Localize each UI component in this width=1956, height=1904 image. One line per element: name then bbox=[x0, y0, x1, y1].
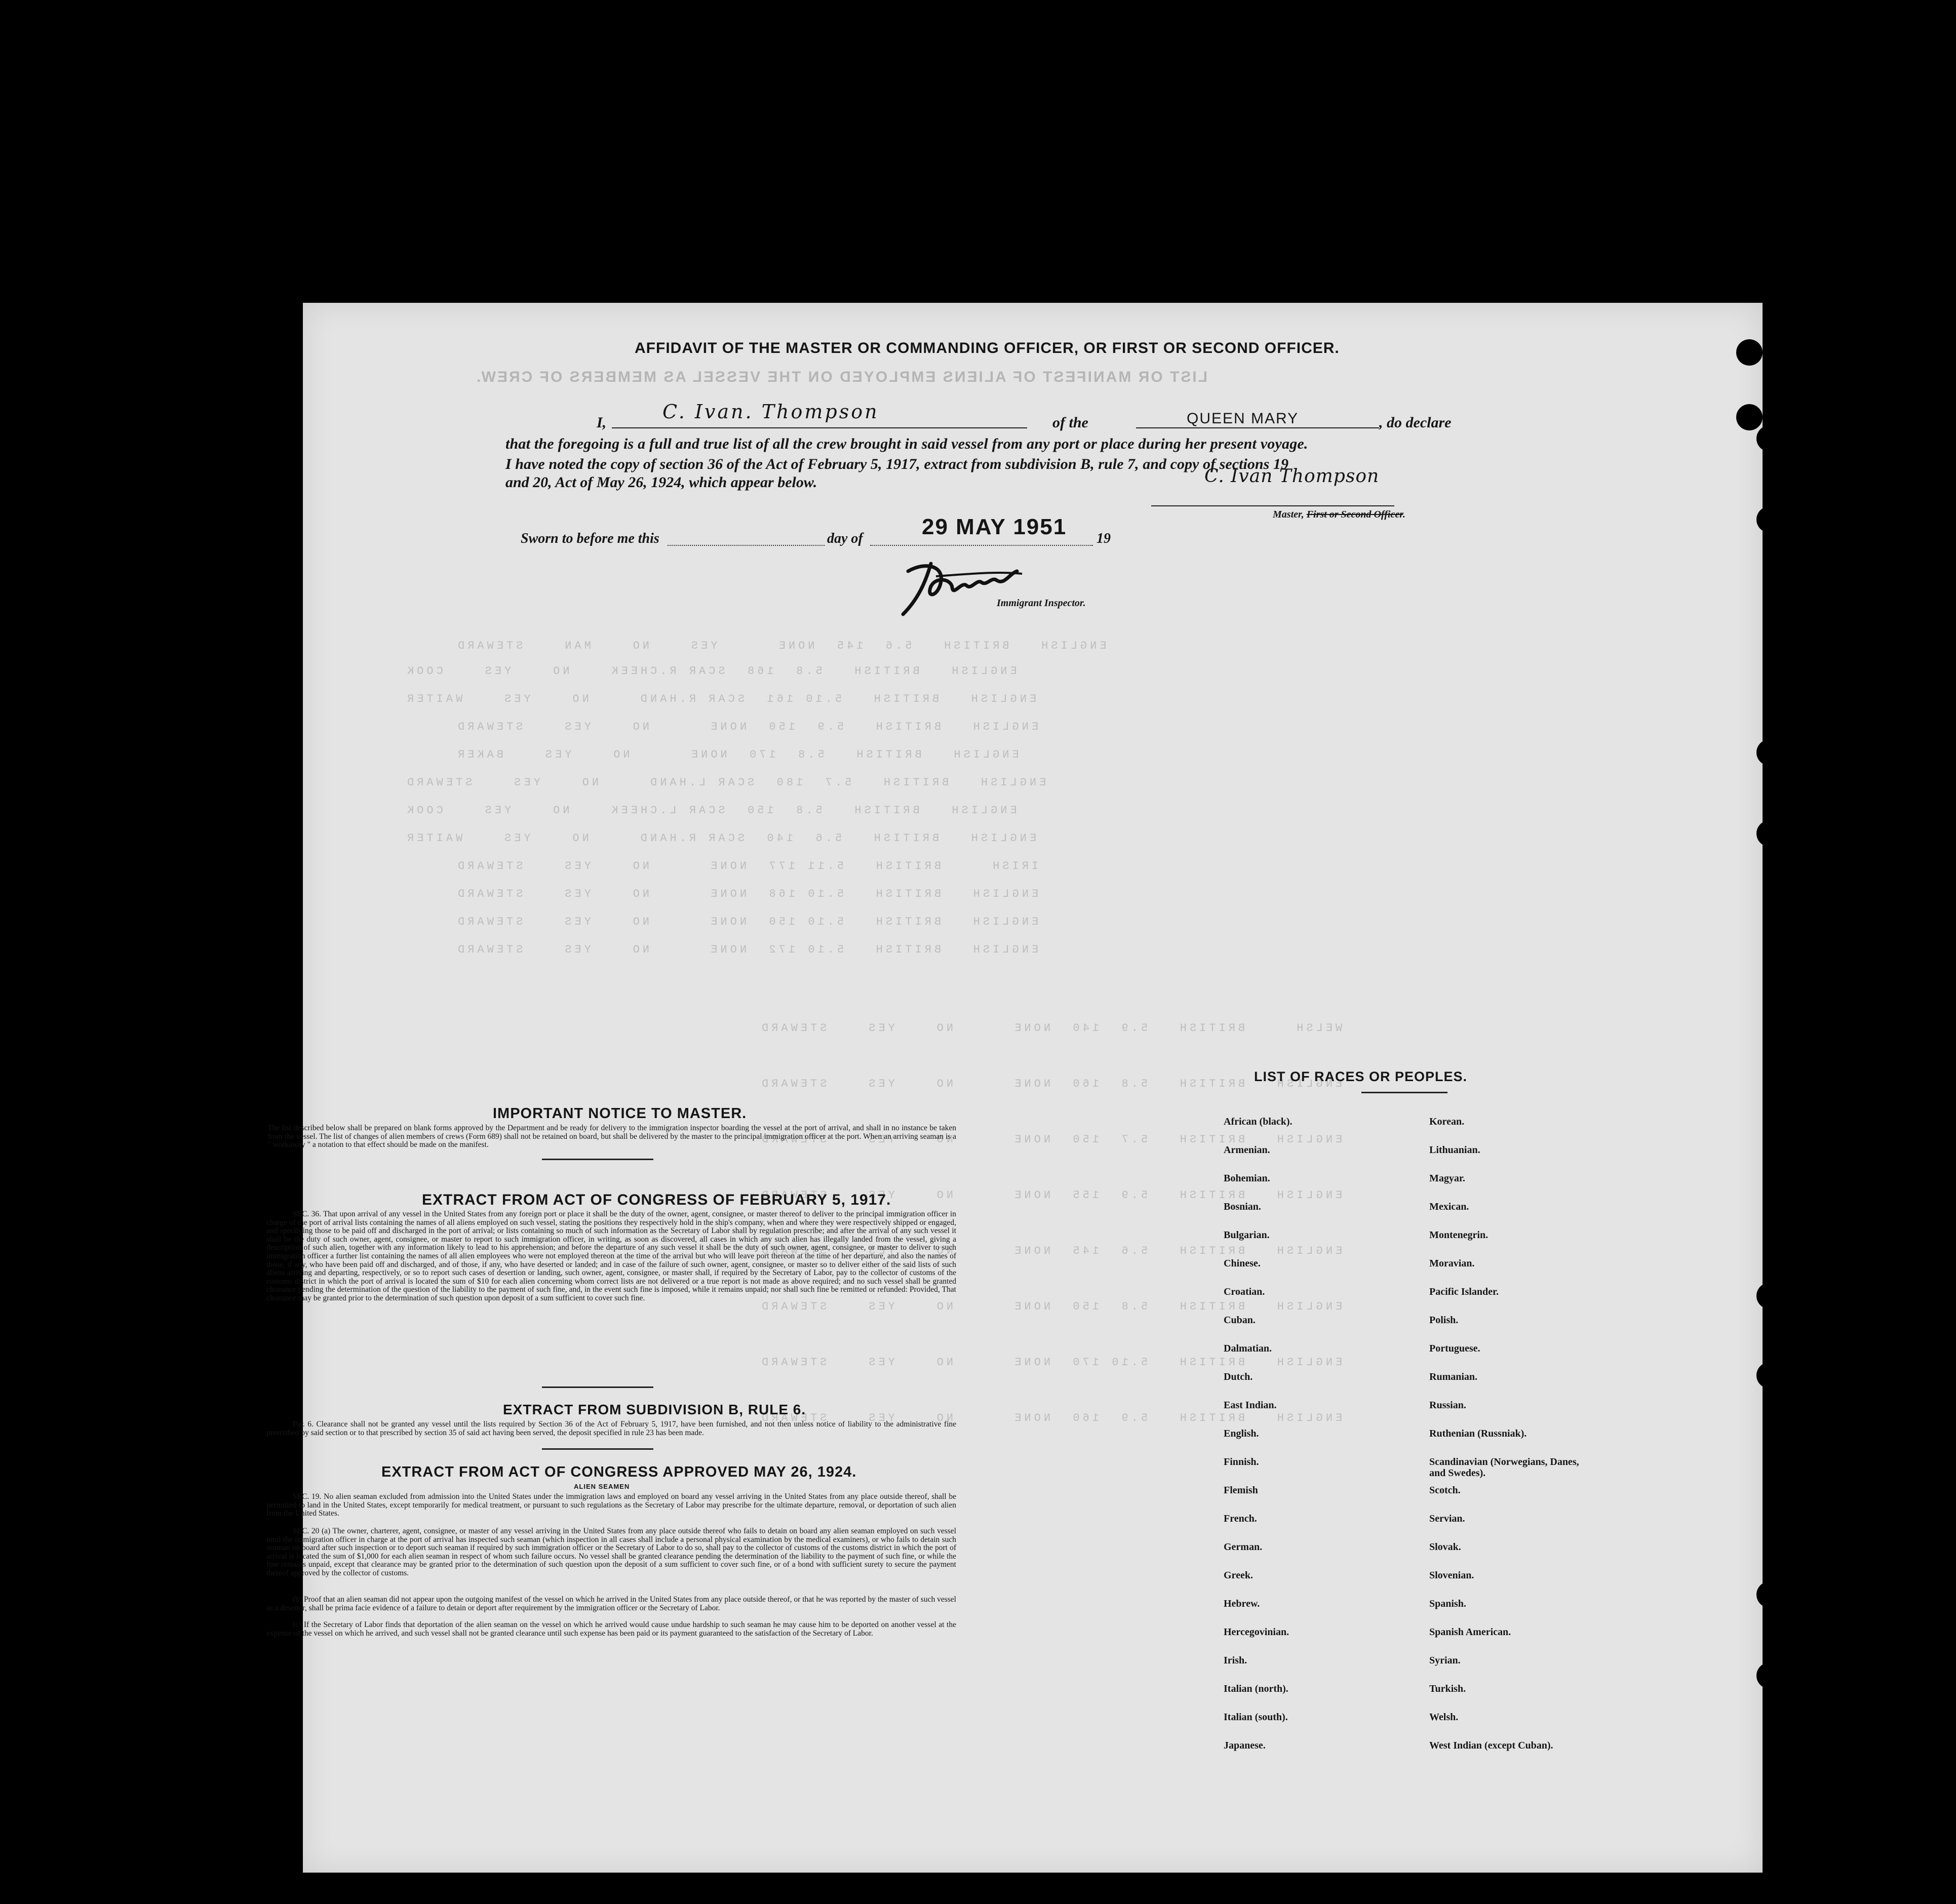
punch-hole bbox=[1756, 1581, 1783, 1608]
sworn-day-line bbox=[668, 545, 825, 546]
declarant-line bbox=[612, 427, 1027, 428]
races-rule bbox=[1361, 1092, 1448, 1093]
notice-rule bbox=[542, 1159, 653, 1160]
race-item: German. bbox=[1224, 1541, 1263, 1553]
race-item: Armenian. bbox=[1224, 1144, 1270, 1156]
race-item: Bulgarian. bbox=[1224, 1229, 1270, 1241]
races-title: LIST OF RACES OR PEOPLES. bbox=[1254, 1069, 1468, 1084]
punch-hole bbox=[1756, 820, 1783, 847]
race-item: Lithuanian. bbox=[1429, 1144, 1480, 1156]
sec-20b-text: (b) Proof that an alien seaman did not appear upon the outgoing manifest of the vessel on which he arrived in the United States from any place outside thereof, or that he was reported by the master of such vessel as a deserter, shall be prima facie evidence of a failure to detain or deport after requirement by the immigration officer or the Secretary of Labor. bbox=[266, 1595, 956, 1612]
do-declare-label: , do declare bbox=[1379, 414, 1452, 431]
vessel-line bbox=[1136, 427, 1379, 428]
race-item: Ruthenian (Russniak). bbox=[1429, 1428, 1527, 1439]
race-item: West Indian (except Cuban). bbox=[1429, 1740, 1553, 1751]
rule-6-rule bbox=[542, 1448, 653, 1450]
race-item: Japanese. bbox=[1224, 1740, 1266, 1751]
extract-1917-title: EXTRACT FROM ACT OF CONGRESS OF FEBRUARY 5, 1917. bbox=[422, 1192, 891, 1208]
race-item: Korean. bbox=[1429, 1116, 1465, 1127]
race-item: Mexican. bbox=[1429, 1201, 1469, 1212]
race-item: Magyar. bbox=[1429, 1173, 1465, 1184]
race-item: Croatian. bbox=[1224, 1286, 1265, 1297]
race-item: African (black). bbox=[1224, 1116, 1293, 1127]
sec-19-text: SEC. 19. No alien seaman excluded from admission into the United States under the immigration laws and employed on board any vessel arriving in the United States from any place outside thereof, shall be permitted to land in the United States, except temporarily for medical treatment, or pursuant to such regulations as the Secretary of Labor may prescribe for the ultimate departure, removal, or deportation of such alien from the United States. bbox=[266, 1492, 956, 1518]
race-item: French. bbox=[1224, 1513, 1257, 1524]
rule-6-title: EXTRACT FROM SUBDIVISION B, RULE 6. bbox=[503, 1402, 806, 1417]
declarant-name: C. Ivan. Thompson bbox=[662, 401, 879, 423]
race-item: Rumanian. bbox=[1429, 1371, 1478, 1382]
race-item: Dutch. bbox=[1224, 1371, 1253, 1382]
race-item: Chinese. bbox=[1224, 1258, 1261, 1269]
punch-hole bbox=[1756, 739, 1783, 766]
race-item: Scandinavian (Norwegians, Danes, and Swedes). bbox=[1429, 1456, 1579, 1479]
race-item: Servian. bbox=[1429, 1513, 1465, 1524]
notice-title: IMPORTANT NOTICE TO MASTER. bbox=[493, 1105, 747, 1122]
master-signature: C. Ivan Thompson bbox=[1204, 466, 1380, 487]
punch-hole bbox=[1756, 1362, 1783, 1389]
race-item: Finnish. bbox=[1224, 1456, 1259, 1467]
master-title-end: . bbox=[1402, 509, 1405, 520]
race-item: Bohemian. bbox=[1224, 1173, 1270, 1184]
punch-hole bbox=[1736, 404, 1763, 430]
extract-1917-text: SEC. 36. That upon arrival of any vessel in the United States from any foreign port or place it shall be the duty of the owner, agent, consignee, or master thereof to deliver to the principal immigration officer in charge of the port of arrival lists containing the names of all aliens employed on such vessel, stating the positions they respectively hold in the ship's company, when and where they were respectively shipped or engaged, and specifying those to be paid off and discharged in the port of arrival; or lists containing so much of such information as the Secretary of Labor shall by regulation prescribe; and after the arrival of any such vessel it shall be the duty of such owner, agent, consignee, or master to report to such immigration officer, in writing, as soon as discovered, all cases in which any such alien has illegally landed from the vessel, giving a description of such alien, together with any information likely to lead to his apprehension; and before the departure of any such vessel it shall be the duty of such owner, agent, consignee, or master to deliver to such immigration officer a further list containing the names of all alien employees who were not employed thereon at the time of the arrival but who will leave port thereon at the time of her departure, and also the names of those, if any, who have been paid off and discharged, and of those, if any, who have deserted or landed; and in case of the failure of such owner, agent, consignee, or master so to deliver either of the said lists of such aliens arriving and departing, respectively, or so to report such cases of desertion or landing, such owner, agent, consignee, or master shall, if required by the Secretary of Labor, pay to the collector of customs of the customs district in which the port of arrival is located the sum of $10 for each alien concerning whom correct lists are not delivered or a true report is not made as above required; and no such vessel shall be granted clearance pending the determination of the question of the liability to the payment of such fine, and, in the event such fine is imposed, while it remains unpaid; nor shall such fine be remitted or refunded: Provided, That clearance may be granted prior to the determination of such question upon deposit of a sum sufficient to cover such fine. bbox=[266, 1210, 956, 1302]
sworn-month-line bbox=[870, 545, 1093, 546]
notice-text: The list described below shall be prepared on blank forms approved by the Department and be ready for delivery to the immigration inspector boarding the vessel at the port of arrival, and shall in no instance be taken from the vessel. The list of changes of alien members of crews (Form 689) shall not be retained on board, but shall be delivered by the master to the principal immigration officer at the port. When an arriving seaman is a " workaway " a notation to that effect should be made on the manifest. bbox=[267, 1124, 956, 1149]
affidavit-title: AFFIDAVIT OF THE MASTER OR COMMANDING OFFICER, OR FIRST OR SECOND OFFICER. bbox=[635, 340, 1340, 356]
race-item: Irish. bbox=[1224, 1655, 1247, 1666]
punch-hole bbox=[1756, 506, 1783, 533]
sec-20a-text: SEC. 20 (a) The owner, charterer, agent, consignee, or master of any vessel arriving in the United States from any place outside thereof who fails to detain on board any alien seaman employed on such vessel until the immigration officer in charge at the port of arrival has inspected such seaman (which inspection in all cases shall include a personal physical examination by the medical examiners), or who fails to detain such seaman on board after such inspection or to deport such seaman if required by such immigration officer or the Secretary of Labor to do so, shall pay to the collector of customs of the customs district in which the port of arrival is located the sum of $1,000 for each alien seaman in respect of whom such failure occurs. No vessel shall be granted clearance pending the determination of the liability to the payment of such fine, or while the fine remains unpaid, except that clearance may be granted prior to the determination of such question upon the deposit of a sum sufficient to cover such fine, or of a bond with sufficient surety to secure the payment thereof approved by the collector of customs. bbox=[266, 1527, 956, 1577]
affidavit-line-3: I have noted the copy of section 36 of the Act of February 5, 1917, extract from subdivision B, rule 7, and copy of sections 19 bbox=[505, 456, 1289, 472]
punch-hole bbox=[1736, 339, 1763, 366]
bleed-through-heading: LIST OR MANIFEST OF ALIENS EMPLOYED ON THE VESSEL AS MEMBERS OF CREW. bbox=[475, 369, 1207, 385]
race-item: Dalmatian. bbox=[1224, 1343, 1272, 1354]
inspector-signature bbox=[895, 551, 1027, 622]
race-item: English. bbox=[1224, 1428, 1259, 1439]
race-item: Pacific Islander. bbox=[1429, 1286, 1499, 1297]
race-item: Polish. bbox=[1429, 1315, 1459, 1326]
race-item: Welsh. bbox=[1429, 1712, 1459, 1723]
inspector-label: Immigrant Inspector. bbox=[997, 598, 1086, 609]
year-label: 19 bbox=[1097, 531, 1111, 546]
declarant-prefix: I, bbox=[597, 414, 607, 431]
race-item: Hercegovinian. bbox=[1224, 1627, 1289, 1638]
race-item: Slovak. bbox=[1429, 1541, 1461, 1553]
race-item: Bosnian. bbox=[1224, 1201, 1261, 1212]
race-item: Russian. bbox=[1429, 1400, 1466, 1411]
race-item: Flemish bbox=[1224, 1485, 1258, 1496]
affidavit-line-2: that the foregoing is a full and true list of all the crew brought in said vessel from any port or place during her present voyage. bbox=[505, 435, 1308, 452]
document-page: LIST OR MANIFEST OF ALIENS EMPLOYED ON THE VESSEL AS MEMBERS OF CREW. ENGLISH BRITISH 5.6 145 NONE YES NO MAN STEWARD ENGLISH BRITISH 5.8 168 SCAR R.CHEEK NO YES COOK ENGLISH BRITISH 5.10 161 SCAR R.HAND NO YES WAITER ENGLISH BRITISH 5.9 150 NONE NO YES STEWARD ENGLISH BRITISH 5.8 170 NONE NO YES BAKER ENGLISH BRITISH 5.7 180 SCAR L.HAND NO YES STEWARD ENGLISH BRITISH 5.8 150 SCAR L.CHEEK NO YES COOK ENGLISH BRITISH 5.6 140 SCAR R.HAND NO YES WAITER IRISH BRITISH 5.11 177 NONE NO YES STEWARD ENGLISH BRITISH 5.10 168 NONE NO YES STEWARD ENGLISH BRITISH 5.10 150 NONE NO YES STEWARD ENGLISH BRITISH 5.10 172 NONE NO YES STEWARD WELSH BRITISH 5.9 140 NONE NO YES STEWARD ENGLISH BRITISH 5.8 160 NONE NO YES STEWARD ENGLISH BRITISH 5.7 150 NONE NO YES STEWARD ENGLISH BRITISH 5.9 155 NONE NO YES STEWARD ENGLISH BRITISH 5.6 145 NONE NO YES STEWARD ENGLISH BRITISH 5.8 150 NONE NO YES STEWARD ENGLISH BRITISH 5.10 170 NONE NO YES STEWARD ENGLISH BRITISH 5.9 160 NONE NO YES STEWARD AFFIDAVIT OF THE MASTER OR COMMANDING OFFICER, OR FIRST OR SECOND OFFICER. I, C. Ivan. Thompson of the QUEEN MARY , do declare that the foregoing is a full and true list of all the crew brought in said vessel from any port or place during her present voyage. I have noted the copy of section 36 of the Act of February 5, 1917, extract from subdivision B, rule 7, and copy of sections 19 and 20, Act of May 26, 1924, which appear below. C. Ivan Thompson Master, First or Second Officer. Sworn to before me this day of 29 MAY 1951 19 JSinger Immigrant Inspector. IMPORTANT NOTICE TO MASTER. The list described below shall be prepared on blank forms approved by the Department and be ready for delivery to the immigration inspector boarding the vessel at the port of arrival, and shall in no instance be taken from the vessel. The list of changes of alien members of crews (Form 689) shall not be retained on board, but shall be delivered by the master to the principal immigration officer at the port. When an arriving seaman is a " workaway " a notation to that effect should be made on the manifest. EXTRACT FROM ACT OF CONGRESS OF FEBRUARY 5, 1917. SEC. 36. That upon arrival of any vessel in the United States from any foreign port or place it shall be the duty of the owner, agent, consignee, or master thereof to deliver to the principal immigration officer in charge of the port of arrival lists containing the names of all aliens employed on such vessel, stating the positions they respectively hold in the ship's company, when and where they were respectively shipped or engaged, and specifying those to be paid off and discharged in the port of arrival; or lists containing so much of such information as the Secretary of Labor shall by regulation prescribe; and after the arrival of any such vessel it shall be the duty of such owner, agent, consignee, or master to report to such immigration officer, in writing, as soon as discovered, all cases in which any such alien has illegally landed from the vessel, giving a description of such alien, together with any information likely to lead to his apprehension; and before the departure of any such vessel it shall be the duty of such owner, agent, consignee, or master to deliver to such immigration officer a further list containing the names of all alien employees who were not employed thereon at the time of the arrival but who will leave port thereon at the time of her departure, and also the names of those, if any, who have been paid off and discharged, and of those, if any, who have deserted or landed; and in case of the failure of such owner, agent, consignee, or master so to deliver either of the said lists of such aliens arriving and departing, respectively, or so to report such cases of desertion or landing, such owner, agent, consignee, or master shall, if required by the Secretary of Labor, pay to the collector of customs of the customs district in which the port of arrival is located the sum of $10 for each alien concerning whom correct lists are not delivered or a true report is not made as above required; and no such vessel shall be granted clearance pending the determination of the question of the liability to the payment of such fine, and, in the event such fine is imposed, while it remains unpaid; nor shall such fine be remitted or refunded: Provided, That clearance may be granted prior to the determination of such question upon deposit of a sum sufficient to cover such fine. EXTRACT FROM SUBDIVISION B, RULE 6. Par. 6. Clearance shall not be granted any vessel until the lists required by Section 36 of the Act of February 5, 1917, have been furnished, and not then unless notice of liability to the administrative fine prescribed by said section or to that prescribed by section 35 of said act having been served, the deposit specified in rule 23 has been made. EXTRACT FROM ACT OF CONGRESS APPROVED MAY 26, 1924. ALIEN SEAMEN SEC. 19. No alien seaman excluded from admission into the United States under the immigration laws and employed on board any vessel arriving in the United States from any place outside thereof, shall be permitted to land in the United States, except temporarily for medical treatment, or pursuant to such regulations as the Secretary of Labor may prescribe for the ultimate departure, removal, or deportation of such alien from the United States. SEC. 20 (a) The owner, charterer, agent, consignee, or master of any vessel arriving in the United States from any place outside thereof who fails to detain on board any alien seaman employed on such vessel until the immigration officer in charge at the port of arrival has inspected such seaman (which inspection in all cases shall include a personal physical examination by the medical examiners), or who fails to detain such seaman on board after such inspection or to deport such seaman if required by such immigration officer or the Secretary of Labor to do so, shall pay to the collector of customs of the customs district in which the port of arrival is located the sum of $1,000 for each alien seaman in respect of whom such failure occurs. No vessel shall be granted clearance pending the determination of the liability to the payment of such fine, or while the fine remains unpaid, except that clearance may be granted prior to the determination of such question upon the deposit of a sum sufficient to cover such fine, or of a bond with sufficient surety to secure the payment thereof approved by the collector of customs. (b) Proof that an alien seaman did not appear upon the outgoing manifest of the vessel on which he arrived in the United States from any place outside thereof, or that he was reported by the master of such vessel as a deserter, shall be prima facie evidence of a failure to detain or deport after requirement by the immigration officer or the Secretary of Labor. (c) If the Secretary of Labor finds that deportation of the alien seaman on the vessel on which he arrived would cause undue hardship to such seaman he may cause him to be deported on another vessel at the expense of the vessel on which he arrived, and such vessel shall not be granted clearance until such expense has been paid or its payment guaranteed to the satisfaction of the Secretary of Labor. LIST OF RACES OR PEOPLES. African (black). Armenian. Bohemian. Bosnian. Bulgarian. Chinese. Croatian. Cuban. Dalmatian. Dutch. East Indian. English. Finnish. Flemish French. German. Greek. Hebrew. Hercegovinian. Irish. Italian (north). Italian (south). Japanese. Korean. Lithuanian. Magyar. Mexican. Montenegrin. Moravian. Pacific Islander. Polish. Portuguese. Rumanian. Russian. Ruthenian (Russniak). Scandinavian (Norwegians, Danes, and Swedes). Scotch. Servian. Slovak. Slovenian. Spanish. Spanish American. Syrian. Turkish. Welsh. West Indian (except Cuban). bbox=[303, 303, 1763, 1873]
alien-seamen-subtitle: ALIEN SEAMEN bbox=[574, 1483, 630, 1490]
race-item: Greek. bbox=[1224, 1570, 1253, 1581]
race-item: Turkish. bbox=[1429, 1683, 1466, 1694]
race-item: Cuban. bbox=[1224, 1315, 1256, 1326]
race-item: Slovenian. bbox=[1429, 1570, 1474, 1581]
master-label: Master, bbox=[1273, 509, 1304, 520]
race-item: Montenegrin. bbox=[1429, 1229, 1489, 1241]
sworn-label: Sworn to before me this bbox=[521, 531, 659, 546]
race-item: Scotch. bbox=[1429, 1485, 1461, 1496]
race-item: Syrian. bbox=[1429, 1655, 1461, 1666]
race-item: Spanish. bbox=[1429, 1598, 1466, 1609]
master-signature-line bbox=[1151, 505, 1394, 506]
race-item: Italian (south). bbox=[1224, 1712, 1288, 1723]
punch-hole bbox=[1756, 425, 1783, 452]
affidavit-line-4: and 20, Act of May 26, 1924, which appear below. bbox=[505, 474, 817, 491]
race-item: Spanish American. bbox=[1429, 1627, 1511, 1638]
punch-hole bbox=[1756, 1662, 1783, 1689]
date-stamp: 29 MAY 1951 bbox=[922, 514, 1067, 539]
race-item: Moravian. bbox=[1429, 1258, 1475, 1269]
vessel-name: QUEEN MARY bbox=[1187, 410, 1299, 427]
of-the-label: of the bbox=[1052, 414, 1088, 431]
struck-officer-label: First or Second Officer bbox=[1306, 509, 1403, 520]
race-item: Italian (north). bbox=[1224, 1683, 1288, 1694]
master-title bbox=[1273, 509, 1405, 521]
sec-20c-text: (c) If the Secretary of Labor finds that deportation of the alien seaman on the vessel on which he arrived would cause undue hardship to such seaman he may cause him to be deported on another vessel at the expense of the vessel on which he arrived, and such vessel shall not be granted clearance until such expense has been paid or its payment guaranteed to the satisfaction of the Secretary of Labor. bbox=[266, 1620, 956, 1638]
race-item: East Indian. bbox=[1224, 1400, 1277, 1411]
extract-1917-rule bbox=[542, 1386, 653, 1388]
race-item: Hebrew. bbox=[1224, 1598, 1260, 1609]
day-of-label: day of bbox=[827, 531, 863, 546]
rule-6-text: Par. 6. Clearance shall not be granted any vessel until the lists required by Section 36 of the Act of February 5, 1917, have been furnished, and not then unless notice of liability to the administrative fine prescribed by said section or to that prescribed by section 35 of said act having been served, the deposit specified in rule 23 has been made. bbox=[266, 1420, 956, 1437]
extract-1924-title: EXTRACT FROM ACT OF CONGRESS APPROVED MAY 26, 1924. bbox=[381, 1464, 857, 1480]
punch-hole bbox=[1756, 1283, 1783, 1309]
race-item: Portuguese. bbox=[1429, 1343, 1480, 1354]
